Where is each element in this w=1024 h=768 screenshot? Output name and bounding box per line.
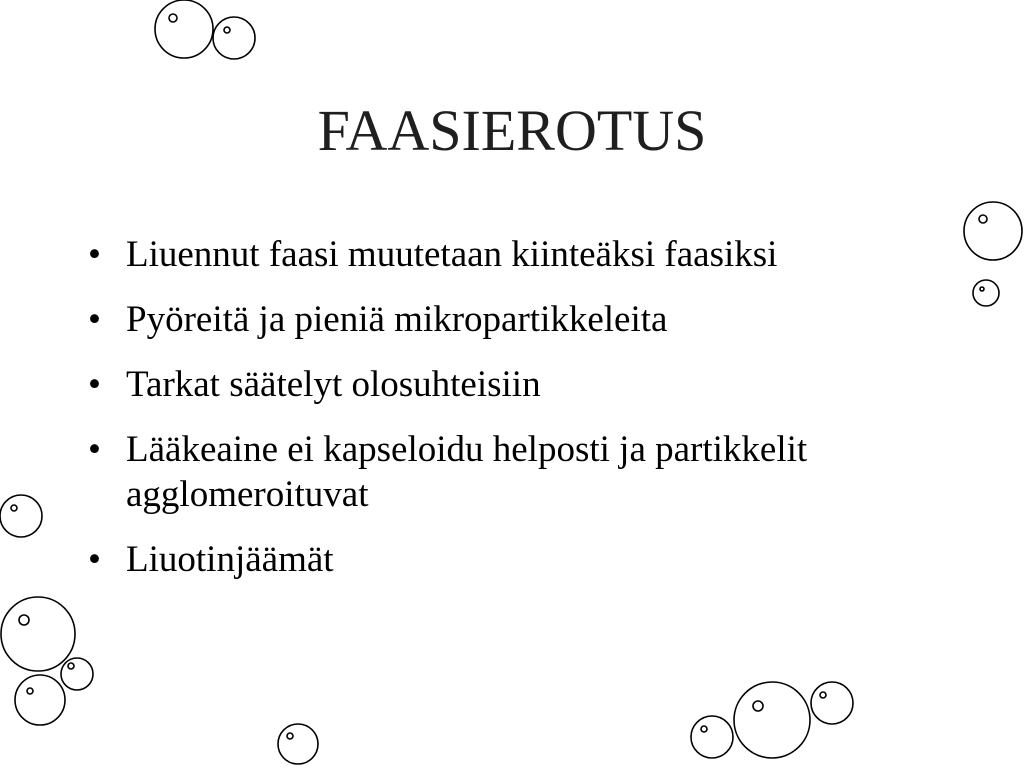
bubble-highlight-icon [224,27,230,33]
bullet-item [88,297,968,342]
bullet-text: Liuennut faasi muutetaan kiinteäksi faasiksi [126,234,778,275]
bubble-highlight-icon [820,692,826,698]
bubble-icon [213,17,255,59]
bubble-icon [973,280,999,306]
bubble-cluster-bottom [278,724,318,764]
bubble-highlight-icon [979,215,987,223]
bubble-icon [734,682,810,758]
bubble-highlight-icon [169,14,177,22]
bullet-item [88,537,968,582]
bubble-icon [811,682,853,724]
bullet-icon: • [88,299,101,340]
bullet-icon: • [88,234,101,275]
bubble-highlight-icon [980,287,984,291]
slide-title: FAASIEROTUS [317,98,707,163]
bullet-text: Pyöreitä ja pieniä mikropartikkeleita [126,299,668,340]
bubble-highlight-icon [19,615,29,625]
bubble-highlight-icon [68,663,74,669]
bullet-text: Tarkat säätelyt olosuhteisiin [126,364,541,405]
bubble-icon [61,658,93,690]
bullet-icon: • [88,539,101,580]
bubble-icon [278,724,318,764]
bubble-cluster-bottom-right [691,682,853,758]
bullet-item [88,362,968,407]
bullet-item [88,427,968,517]
bubble-cluster-right [964,202,1022,306]
bubble-highlight-icon [11,505,17,511]
bubble-highlight-icon [701,726,707,732]
bullet-item [88,232,968,277]
bubble-icon [155,0,213,58]
bubble-icon [964,202,1022,260]
bubble-icon [15,675,65,725]
bubble-icon [0,495,42,537]
bullet-list [88,232,968,602]
bullet-icon: • [88,429,101,470]
bubble-highlight-icon [287,733,293,739]
bubble-cluster-left [0,495,93,725]
bubble-icon [691,716,733,758]
bubble-highlight-icon [753,701,763,711]
bullet-icon: • [88,364,101,405]
bullet-text: Liuotinjäämät [126,539,334,580]
bubble-highlight-icon [27,688,33,694]
bullet-text: Lääkeaine ei kapseloidu helposti ja partikkelit agglomeroituvat [126,429,808,515]
bubble-cluster-top [155,0,255,59]
bubble-icon [1,597,75,671]
